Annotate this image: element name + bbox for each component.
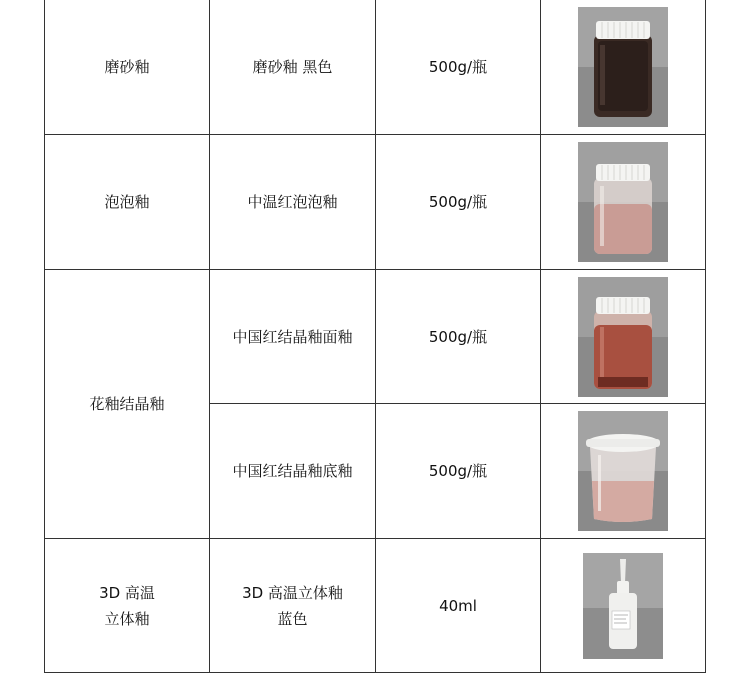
table-row [45,270,706,404]
product-cell [210,539,376,673]
product-line: 蓝色 [277,609,308,628]
spec-cell: 500g/瓶 [376,135,541,270]
pink-glaze-jar-icon [578,142,668,262]
product-cell: 磨砂釉 黑色 [210,0,376,135]
product-cell: 中国红结晶釉面釉 [210,270,376,404]
product-cell: 中国红结晶釉底釉 [210,404,376,539]
category-line: 3D 高温 [99,583,155,602]
product-cell: 中温红泡泡釉 [210,135,376,270]
category-cell: 花釉结晶釉 [45,270,210,539]
photo-cell [541,135,706,270]
photo-cell [541,539,706,673]
table-row [45,0,706,135]
spec-cell: 40ml [376,539,541,673]
category-cell: 泡泡釉 [45,135,210,270]
spec-cell: 500g/瓶 [376,270,541,404]
table-row [45,135,706,270]
category-line: 立体釉 [104,609,150,628]
category-cell: 磨砂釉 [45,0,210,135]
photo-cell [541,404,706,539]
spec-cell: 500g/瓶 [376,0,541,135]
spec-cell: 500g/瓶 [376,404,541,539]
photo-cell [541,0,706,135]
photo-cell [541,270,706,404]
table-row [45,539,706,673]
dark-brown-glaze-jar-icon [578,7,668,127]
dropper-bottle-icon [583,553,663,659]
product-line: 3D 高温立体釉 [242,583,343,602]
category-cell [45,539,210,673]
red-glaze-jar-icon [578,277,668,397]
pale-pink-glaze-tub-icon [578,411,668,531]
glaze-product-table [44,0,706,673]
